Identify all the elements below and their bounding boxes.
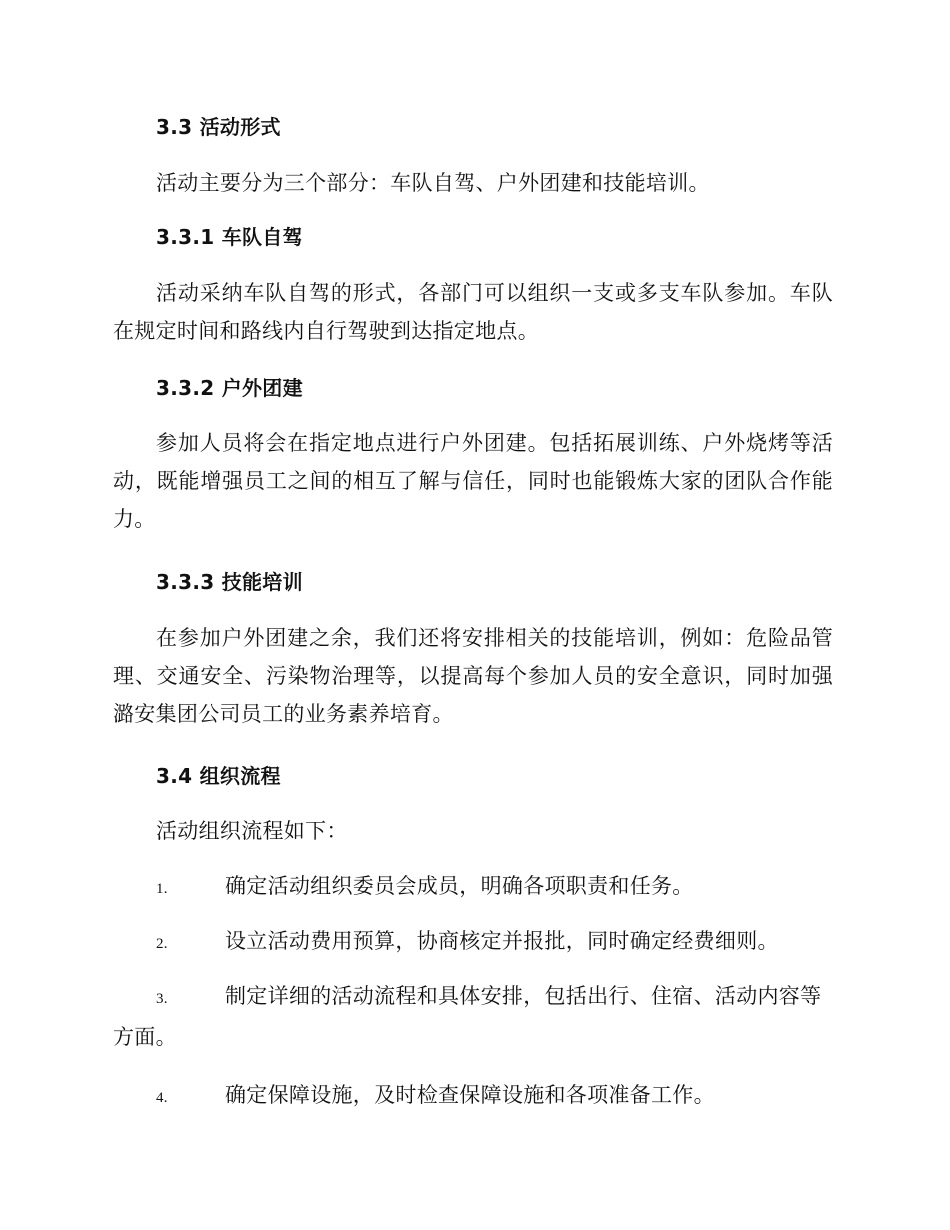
section-heading-3-3-1: 3.3.1 车队自驾 bbox=[156, 225, 303, 249]
list-item bbox=[113, 867, 833, 908]
list-item-text: 设立活动费用预算，协商核定并报批，同时确定经费细则。 bbox=[225, 929, 779, 953]
section-heading-3-3-2: 3.3.2 户外团建 bbox=[156, 376, 303, 400]
list-item bbox=[113, 922, 833, 963]
list-item-text: 制定详细的活动流程和具体安排，包括出行、住宿、活动内容等方面。 bbox=[113, 984, 822, 1049]
list-item-number: 1. bbox=[156, 881, 168, 897]
section-body-3-3-1: 活动采纳车队自驾的形式，各部门可以组织一支或多支车队参加。车队在规定时间和路线内自行驾驶到达指定地点。 bbox=[113, 281, 833, 343]
section-intro-3-3: 活动主要分为三个部分：车队自驾、户外团建和技能培训。 bbox=[156, 171, 710, 195]
list-item-number: 2. bbox=[156, 936, 168, 952]
section-heading-3-4: 3.4 组织流程 bbox=[156, 764, 281, 788]
section-body-3-3-3: 在参加户外团建之余，我们还将安排相关的技能培训，例如：危险品管理、交通安全、污染物治理等，以提高每个参加人员的安全意识，同时加强潞安集团公司员工的业务素养培育。 bbox=[113, 626, 833, 726]
section-intro-3-4: 活动组织流程如下： bbox=[156, 819, 348, 843]
list-item bbox=[113, 977, 833, 1056]
list-item-text: 确定保障设施，及时检查保障设施和各项准备工作。 bbox=[225, 1083, 715, 1107]
section-heading-3-3-3: 3.3.3 技能培训 bbox=[156, 570, 303, 594]
list-item-text: 确定活动组织委员会成员，明确各项职责和任务。 bbox=[225, 874, 694, 898]
list-item-number: 4. bbox=[156, 1090, 168, 1106]
list-item-number: 3. bbox=[156, 991, 168, 1007]
section-heading-3-3: 3.3 活动形式 bbox=[156, 115, 281, 139]
list-item bbox=[113, 1076, 833, 1117]
section-body-3-3-2: 参加人员将会在指定地点进行户外团建。包括拓展训练、户外烧烤等活动，既能增强员工之间的相互了解与信任，同时也能锻炼大家的团队合作能力。 bbox=[113, 431, 833, 531]
